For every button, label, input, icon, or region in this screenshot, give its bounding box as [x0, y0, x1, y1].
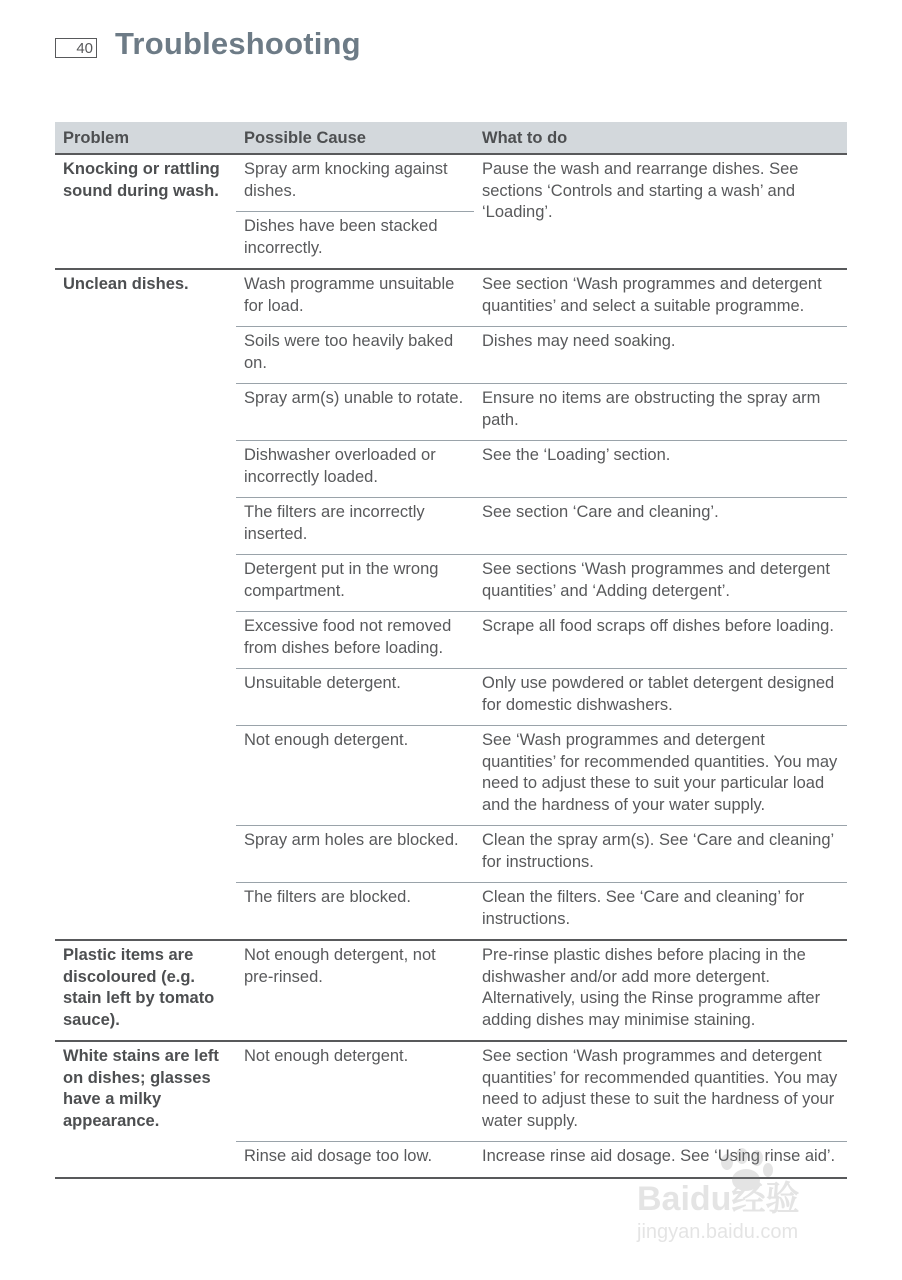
action-cell: Clean the spray arm(s). See ‘Care and cleaning’ for instructions. [474, 826, 847, 883]
problem-cell: White stains are left on dishes; glasses have a milky appearance. [55, 1041, 236, 1178]
cause-cell: Excessive food not removed from dishes before loading. [236, 612, 474, 669]
table-row [55, 269, 847, 327]
cause-cell: Unsuitable detergent. [236, 669, 474, 726]
action-cell: See section ‘Wash programmes and detergent quantities’ and select a suitable programme. [474, 269, 847, 327]
table-row [55, 154, 847, 212]
action-cell: See ‘Wash programmes and detergent quantities’ for recommended quantities. You may need to adjust these to suit your particular load and the hardness of your water supply. [474, 726, 847, 826]
cause-cell: Dishwasher overloaded or incorrectly loaded. [236, 441, 474, 498]
table-row [55, 1041, 847, 1142]
cause-cell: Detergent put in the wrong compartment. [236, 555, 474, 612]
watermark-brand: Baidu经验 [637, 1180, 800, 1218]
cause-cell: Rinse aid dosage too low. [236, 1142, 474, 1178]
action-cell: See sections ‘Wash programmes and detergent quantities’ and ‘Adding detergent’. [474, 555, 847, 612]
problem-cell: Plastic items are discoloured (e.g. stain left by tomato sauce). [55, 940, 236, 1041]
action-cell: See section ‘Wash programmes and detergent quantities’ for recommended quantities. You may need to adjust these to suit the hardness of your water supply. [474, 1041, 847, 1142]
cause-cell: Not enough detergent. [236, 1041, 474, 1142]
action-cell: Scrape all food scraps off dishes before loading. [474, 612, 847, 669]
cause-cell: The filters are incorrectly inserted. [236, 498, 474, 555]
action-cell: Only use powdered or tablet detergent designed for domestic dishwashers. [474, 669, 847, 726]
action-cell: See the ‘Loading’ section. [474, 441, 847, 498]
header-possible-cause: Possible Cause [236, 122, 474, 154]
cause-cell: Dishes have been stacked incorrectly. [236, 212, 474, 270]
troubleshooting-table [55, 122, 847, 1179]
action-cell: Pause the wash and rearrange dishes. See sections ‘Controls and starting a wash’ and ‘Loading’. [482, 160, 799, 221]
header-what-to-do: What to do [474, 122, 847, 154]
action-cell: See section ‘Care and cleaning’. [474, 498, 847, 555]
problem-cell: Unclean dishes. [55, 269, 236, 940]
page-number: 40 [55, 38, 97, 58]
cause-cell: Spray arm holes are blocked. [236, 826, 474, 883]
table-row [55, 940, 847, 1041]
cause-cell: Wash programme unsuitable for load. [236, 269, 474, 327]
table-header-row [55, 122, 847, 154]
cause-cell: Spray arm(s) unable to rotate. [236, 384, 474, 441]
page-title: Troubleshooting [115, 26, 361, 61]
action-cell: Ensure no items are obstructing the spray arm path. [474, 384, 847, 441]
cause-cell: Soils were too heavily baked on. [236, 327, 474, 384]
cause-cell: Not enough detergent. [236, 726, 474, 826]
cause-cell: Not enough detergent, not pre-rinsed. [236, 940, 474, 1041]
action-cell: Pre-rinse plastic dishes before placing in the dishwasher and/or add more detergent. Alternatively, using the Rinse programme after adding dishes may minimise staining. [474, 940, 847, 1041]
action-cell: Increase rinse aid dosage. See ‘Using rinse aid’. [474, 1142, 847, 1178]
header-problem: Problem [55, 122, 236, 154]
watermark-url: jingyan.baidu.com [637, 1221, 799, 1243]
cause-cell: The filters are blocked. [236, 883, 474, 941]
action-cell: Clean the filters. See ‘Care and cleaning’ for instructions. [474, 883, 847, 941]
action-cell: Dishes may need soaking. [474, 327, 847, 384]
cause-cell: Spray arm knocking against dishes. [244, 160, 448, 200]
problem-cell: Knocking or rattling sound during wash. [63, 160, 220, 200]
